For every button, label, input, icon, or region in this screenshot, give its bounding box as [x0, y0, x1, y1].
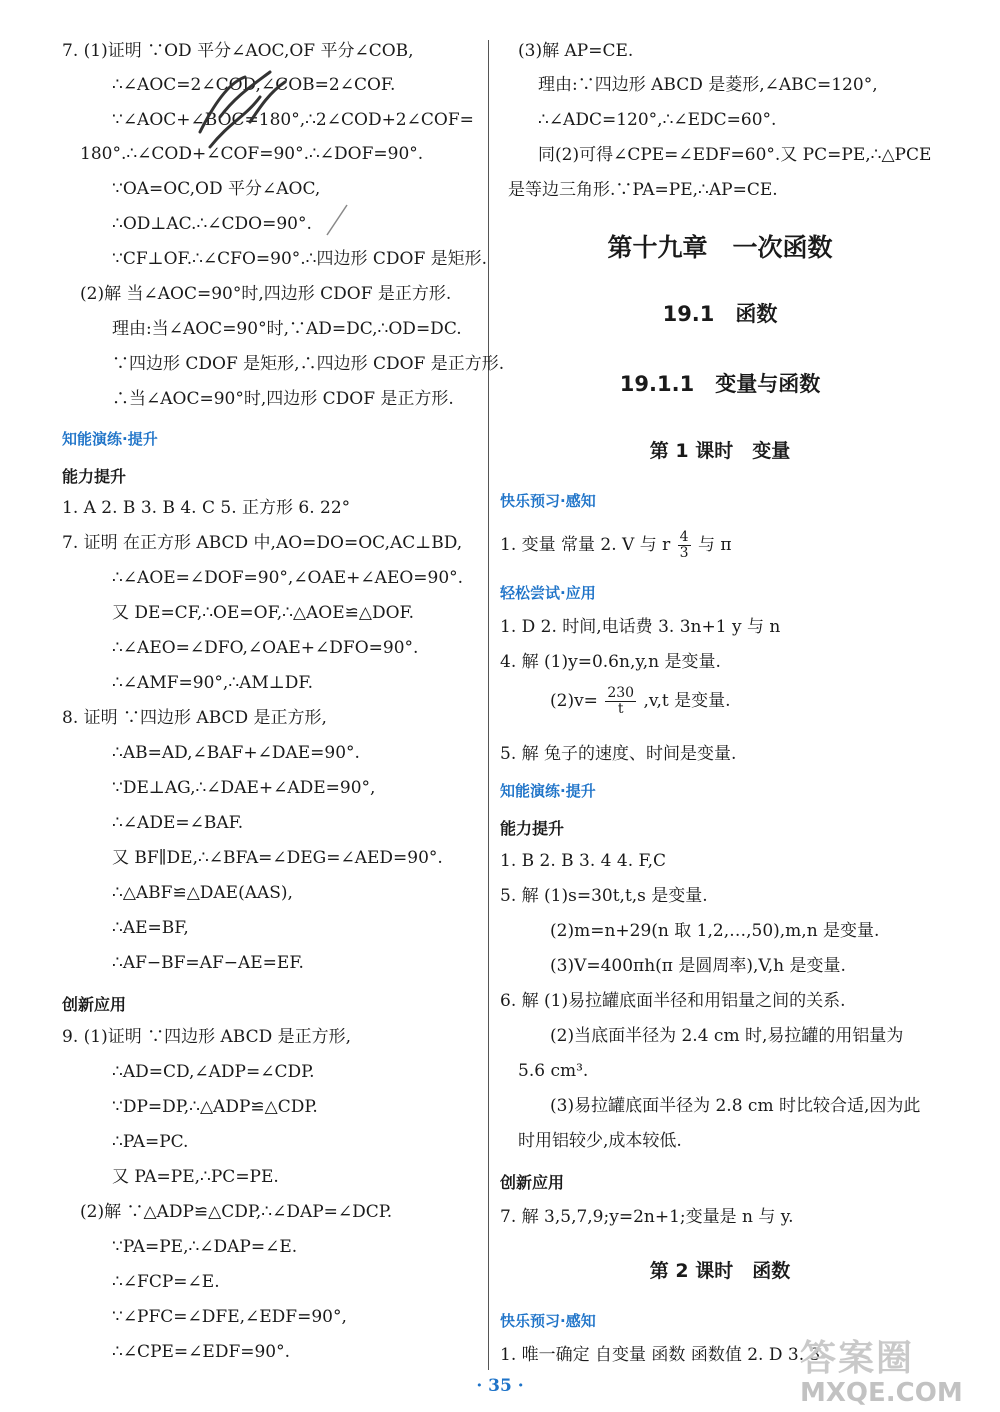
text-line: 5. 解 兔子的速度、时间是变量.: [500, 744, 737, 764]
text-line: 5.6 cm³.: [518, 1061, 589, 1081]
section-title: 19.1 函数: [662, 302, 778, 326]
text-line: 7. (1)证明 ∵OD 平分∠AOC,OF 平分∠COB,: [62, 41, 414, 61]
fraction-numerator: 230: [607, 685, 635, 701]
pen-scribble-mark: [190, 62, 300, 162]
text-line: 180°.∴∠COD+∠COF=90°.∴∠DOF=90°.: [80, 144, 424, 164]
dot-icon: ·: [517, 1376, 524, 1396]
text-line: (2)当底面半径为 2.4 cm 时,易拉罐的用铝量为: [550, 1026, 904, 1046]
text-line: ∴OD⊥AC.∴∠CDO=90°.: [112, 214, 312, 234]
text-line: 理由:当∠AOC=90°时,∵AD=DC,∴OD=DC.: [112, 319, 462, 339]
text-line: 5. 解 (1)s=30t,t,s 是变量.: [500, 886, 708, 906]
text-line: ∴△ABF≌△DAE(AAS),: [112, 883, 293, 903]
text-line: ∴∠FCP=∠E.: [112, 1272, 220, 1292]
text-line: ∵四边形 CDOF 是矩形,∴四边形 CDOF 是正方形.: [112, 354, 505, 374]
text-line: [500, 530, 732, 561]
text-line: 又 BF∥DE,∴∠BFA=∠DEG=∠AED=90°.: [112, 848, 443, 868]
text-line: ∵DP=DP,∴△ADP≌△CDP.: [112, 1097, 318, 1117]
text-line: ∴AB=AD,∠BAF+∠DAE=90°.: [112, 743, 360, 763]
text-line: 7. 解 3,5,7,9;y=2n+1;变量是 n 与 y.: [500, 1207, 794, 1227]
lesson-title: 第 1 课时 变量: [649, 440, 791, 462]
text-line: 理由:∵四边形 ABCD 是菱形,∠ABC=120°,: [538, 75, 878, 95]
text-line: [550, 686, 731, 717]
text-line: ∴∠AOC=2∠COD,∠COB=2∠COF.: [112, 75, 396, 95]
section-header: 知能演练·提升: [62, 430, 158, 448]
text-line: (2)m=n+29(n 取 1,2,…,50),m,n 是变量.: [550, 921, 880, 941]
fraction: [605, 686, 636, 717]
text-line: ∴∠AMF=90°,∴AM⊥DF.: [112, 673, 313, 693]
subsection-header: 能力提升: [500, 819, 565, 838]
text-line: ∵PA=PE,∴∠DAP=∠E.: [112, 1237, 298, 1257]
text-line: (3)V=400πh(π 是圆周率),V,h 是变量.: [550, 956, 846, 976]
text-line: ∴∠CPE=∠EDF=90°.: [112, 1342, 291, 1362]
section-header: 快乐预习·感知: [500, 492, 596, 510]
page-number-value: 35: [488, 1376, 512, 1396]
text-line: ∵CF⊥OF.∴∠CFO=90°.∴四边形 CDOF 是矩形.: [112, 249, 488, 269]
fraction: [678, 530, 691, 561]
text-line: 1. D 2. 时间,电话费 3. 3n+1 y 与 n: [500, 617, 781, 637]
text-line: ∴∠ADE=∠BAF.: [112, 813, 244, 833]
text-line: ∴AE=BF,: [112, 918, 189, 938]
text-line: ∴AF−BF=AF−AE=EF.: [112, 953, 304, 973]
section-header: 知能演练·提升: [500, 782, 596, 800]
answer-text: 1. 变量 常量 2. V 与 r: [500, 535, 671, 555]
text-line: 同(2)可得∠CPE=∠EDF=60°.又 PC=PE,∴△PCE: [538, 145, 932, 165]
text-line: 6. 解 (1)易拉罐底面半径和用铝量之间的关系.: [500, 991, 846, 1011]
text-line: 1. 唯一确定 自变量 函数 函数值 2. D 3. 3: [500, 1345, 821, 1365]
text-line: (3)解 AP=CE.: [518, 41, 634, 61]
text-line: ∴AD=CD,∠ADP=∠CDP.: [112, 1062, 315, 1082]
dot-icon: ·: [476, 1376, 483, 1396]
text-line: ∴PA=PC.: [112, 1132, 189, 1152]
chapter-title: 第十九章 一次函数: [607, 233, 833, 262]
lesson-title: 第 2 课时 函数: [649, 1260, 791, 1282]
pencil-stroke-mark: [322, 200, 352, 240]
text-line: ∴当∠AOC=90°时,四边形 CDOF 是正方形.: [112, 389, 454, 409]
answer-text: (2)v=: [550, 691, 598, 711]
text-line: (3)易拉罐底面半径为 2.8 cm 时比较合适,因为此: [550, 1096, 921, 1116]
fraction-numerator: 4: [679, 529, 689, 545]
text-line: ∵OA=OC,OD 平分∠AOC,: [112, 179, 321, 199]
text-line: 9. (1)证明 ∵四边形 ABCD 是正方形,: [62, 1027, 352, 1047]
fraction-denominator: t: [617, 701, 624, 717]
text-line: 又 PA=PE,∴PC=PE.: [112, 1167, 279, 1187]
text-line: ∴∠ADC=120°,∴∠EDC=60°.: [538, 110, 777, 130]
fraction-denominator: 3: [679, 545, 689, 561]
subsection-header: 能力提升: [62, 467, 127, 486]
column-divider: [488, 40, 489, 1370]
subsection-header: 创新应用: [62, 995, 127, 1014]
section-header: 轻松尝试·应用: [500, 584, 596, 602]
text-line: ∵∠PFC=∠DFE,∠EDF=90°,: [112, 1307, 347, 1327]
watermark-url: MXQE.COM: [800, 1378, 963, 1408]
answer-text: ,v,t 是变量.: [643, 691, 731, 711]
text-line: 1. A 2. B 3. B 4. C 5. 正方形 6. 22°: [62, 498, 351, 518]
section-header: 快乐预习·感知: [500, 1312, 596, 1330]
text-line: 1. B 2. B 3. 4 4. F,C: [500, 851, 667, 871]
text-line: ∴∠AOE=∠DOF=90°,∠OAE+∠AEO=90°.: [112, 568, 464, 588]
subsection-title: 19.1.1 变量与函数: [619, 372, 821, 396]
text-line: ∵DE⊥AG,∴∠DAE+∠ADE=90°,: [112, 778, 376, 798]
subsection-header: 创新应用: [500, 1173, 565, 1192]
answer-text: 与 π: [698, 535, 732, 555]
text-line: 又 DE=CF,∴OE=OF,∴△AOE≌△DOF.: [112, 603, 415, 623]
text-line: (2)解 ∵△ADP≌△CDP,∴∠DAP=∠DCP.: [80, 1202, 393, 1222]
watermark-logo: 答案圈: [800, 1338, 915, 1379]
text-line: 4. 解 (1)y=0.6n,y,n 是变量.: [500, 652, 721, 672]
text-line: (2)解 当∠AOC=90°时,四边形 CDOF 是正方形.: [80, 284, 452, 304]
text-line: 是等边三角形.∵PA=PE,∴AP=CE.: [508, 180, 778, 200]
text-line: 时用铝较少,成本较低.: [518, 1131, 682, 1151]
text-line: 7. 证明 在正方形 ABCD 中,AO=DO=OC,AC⊥BD,: [62, 533, 463, 553]
text-line: ∴∠AEO=∠DFO,∠OAE+∠DFO=90°.: [112, 638, 419, 658]
text-line: 8. 证明 ∵四边形 ABCD 是正方形,: [62, 708, 327, 728]
text-line: ∵∠AOC+∠BOC=180°,∴2∠COD+2∠COF=: [112, 110, 474, 130]
